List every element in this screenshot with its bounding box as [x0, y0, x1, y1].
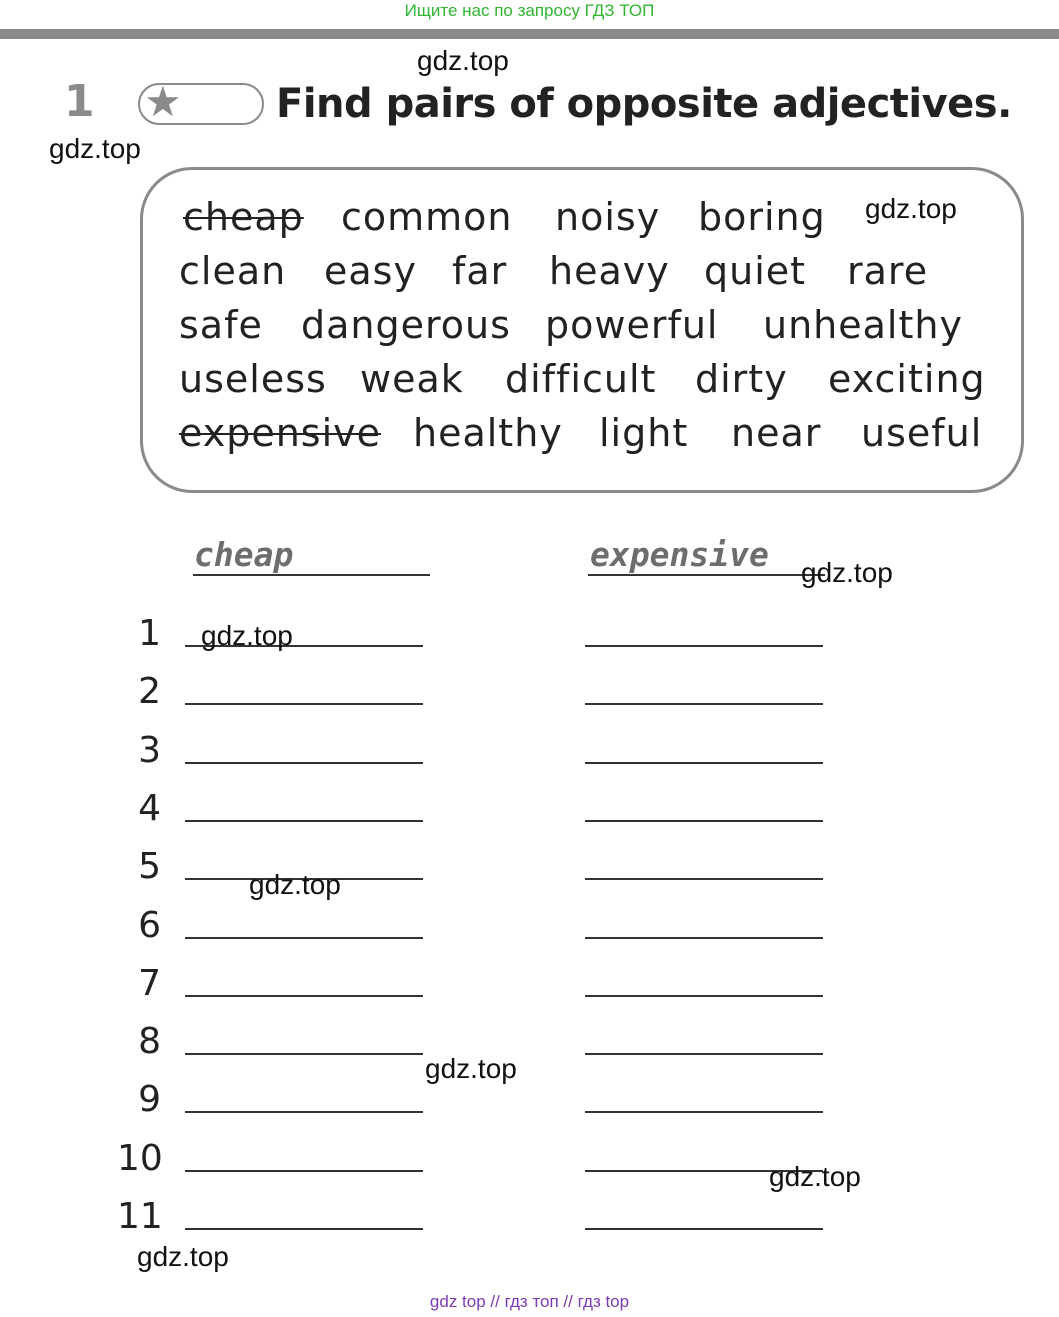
exercise-instruction: Find pairs of opposite adjectives.: [276, 81, 1012, 127]
answer-line-left[interactable]: [185, 703, 423, 705]
answer-line-right[interactable]: [585, 820, 823, 822]
word-boring: boring: [698, 195, 826, 239]
answer-row-number: 7: [138, 963, 161, 1004]
word-difficult: difficult: [505, 357, 657, 401]
word-exciting: exciting: [828, 357, 986, 401]
word-heavy: heavy: [549, 249, 670, 293]
word-common: common: [341, 195, 513, 239]
watermark: gdz.top: [769, 1161, 861, 1192]
answer-line-left[interactable]: [185, 1053, 423, 1055]
example-right-line: [588, 574, 825, 576]
word-noisy: noisy: [555, 195, 661, 239]
answer-row-number: 10: [117, 1138, 163, 1179]
watermark: gdz.top: [865, 193, 957, 224]
answer-line-right[interactable]: [585, 995, 823, 997]
word-healthy: healthy: [413, 411, 563, 455]
difficulty-badge: [138, 77, 264, 126]
answer-row-number: 1: [138, 613, 161, 654]
word-clean: clean: [179, 249, 287, 293]
answer-line-left[interactable]: [185, 1111, 423, 1113]
answer-row-number: 5: [138, 846, 161, 887]
watermark: gdz.top: [425, 1053, 517, 1084]
watermark: gdz.top: [201, 620, 293, 651]
word-expensive: expensive: [179, 411, 382, 455]
example-left-line: [193, 574, 430, 576]
example-right-word: expensive: [590, 535, 769, 574]
word-rare: rare: [847, 249, 929, 293]
answer-line-right[interactable]: [585, 703, 823, 705]
answer-line-right[interactable]: [585, 937, 823, 939]
footer-links[interactable]: gdz top // гдз топ // гдз top: [429, 1292, 630, 1311]
example-left-word: cheap: [194, 535, 294, 574]
watermark: gdz.top: [49, 133, 141, 164]
word-dirty: dirty: [695, 357, 788, 401]
watermark: gdz.top: [801, 557, 893, 588]
answer-line-left[interactable]: [185, 937, 423, 939]
answer-row-number: 2: [138, 671, 161, 712]
answer-row-number: 8: [138, 1021, 161, 1062]
answer-row-number: 4: [138, 788, 161, 829]
answer-row-number: 3: [138, 730, 161, 771]
word-dangerous: dangerous: [301, 303, 511, 347]
word-far: far: [452, 249, 508, 293]
answer-line-right[interactable]: [585, 762, 823, 764]
answer-line-right[interactable]: [585, 1111, 823, 1113]
answer-line-left[interactable]: [185, 995, 423, 997]
answer-line-left[interactable]: [185, 1170, 423, 1172]
answer-row-number: 6: [138, 905, 161, 946]
answer-row-number: 9: [138, 1079, 161, 1120]
answer-line-left[interactable]: [185, 820, 423, 822]
top-banner-link[interactable]: Ищите нас по запросу ГДЗ ТОП: [404, 1, 655, 20]
answer-line-left[interactable]: [185, 762, 423, 764]
word-easy: easy: [324, 249, 417, 293]
word-powerful: powerful: [545, 303, 719, 347]
answer-line-right[interactable]: [585, 1053, 823, 1055]
exercise-number: 1: [64, 76, 95, 127]
answer-line-right[interactable]: [585, 645, 823, 647]
word-weak: weak: [360, 357, 464, 401]
word-quiet: quiet: [704, 249, 807, 293]
word-light: light: [599, 411, 689, 455]
answer-line-left[interactable]: [185, 1228, 423, 1230]
word-unhealthy: unhealthy: [763, 303, 963, 347]
answer-row-number: 11: [117, 1196, 163, 1237]
word-near: near: [731, 411, 822, 455]
word-cheap: cheap: [183, 195, 304, 239]
answer-line-right[interactable]: [585, 1228, 823, 1230]
header-divider: [0, 29, 1059, 39]
word-useless: useless: [179, 357, 327, 401]
word-safe: safe: [179, 303, 263, 347]
word-useful: useful: [861, 411, 983, 455]
watermark: gdz.top: [417, 45, 509, 76]
star-icon: ★: [144, 77, 182, 126]
answer-line-right[interactable]: [585, 878, 823, 880]
watermark: gdz.top: [249, 869, 341, 900]
watermark: gdz.top: [137, 1241, 229, 1272]
